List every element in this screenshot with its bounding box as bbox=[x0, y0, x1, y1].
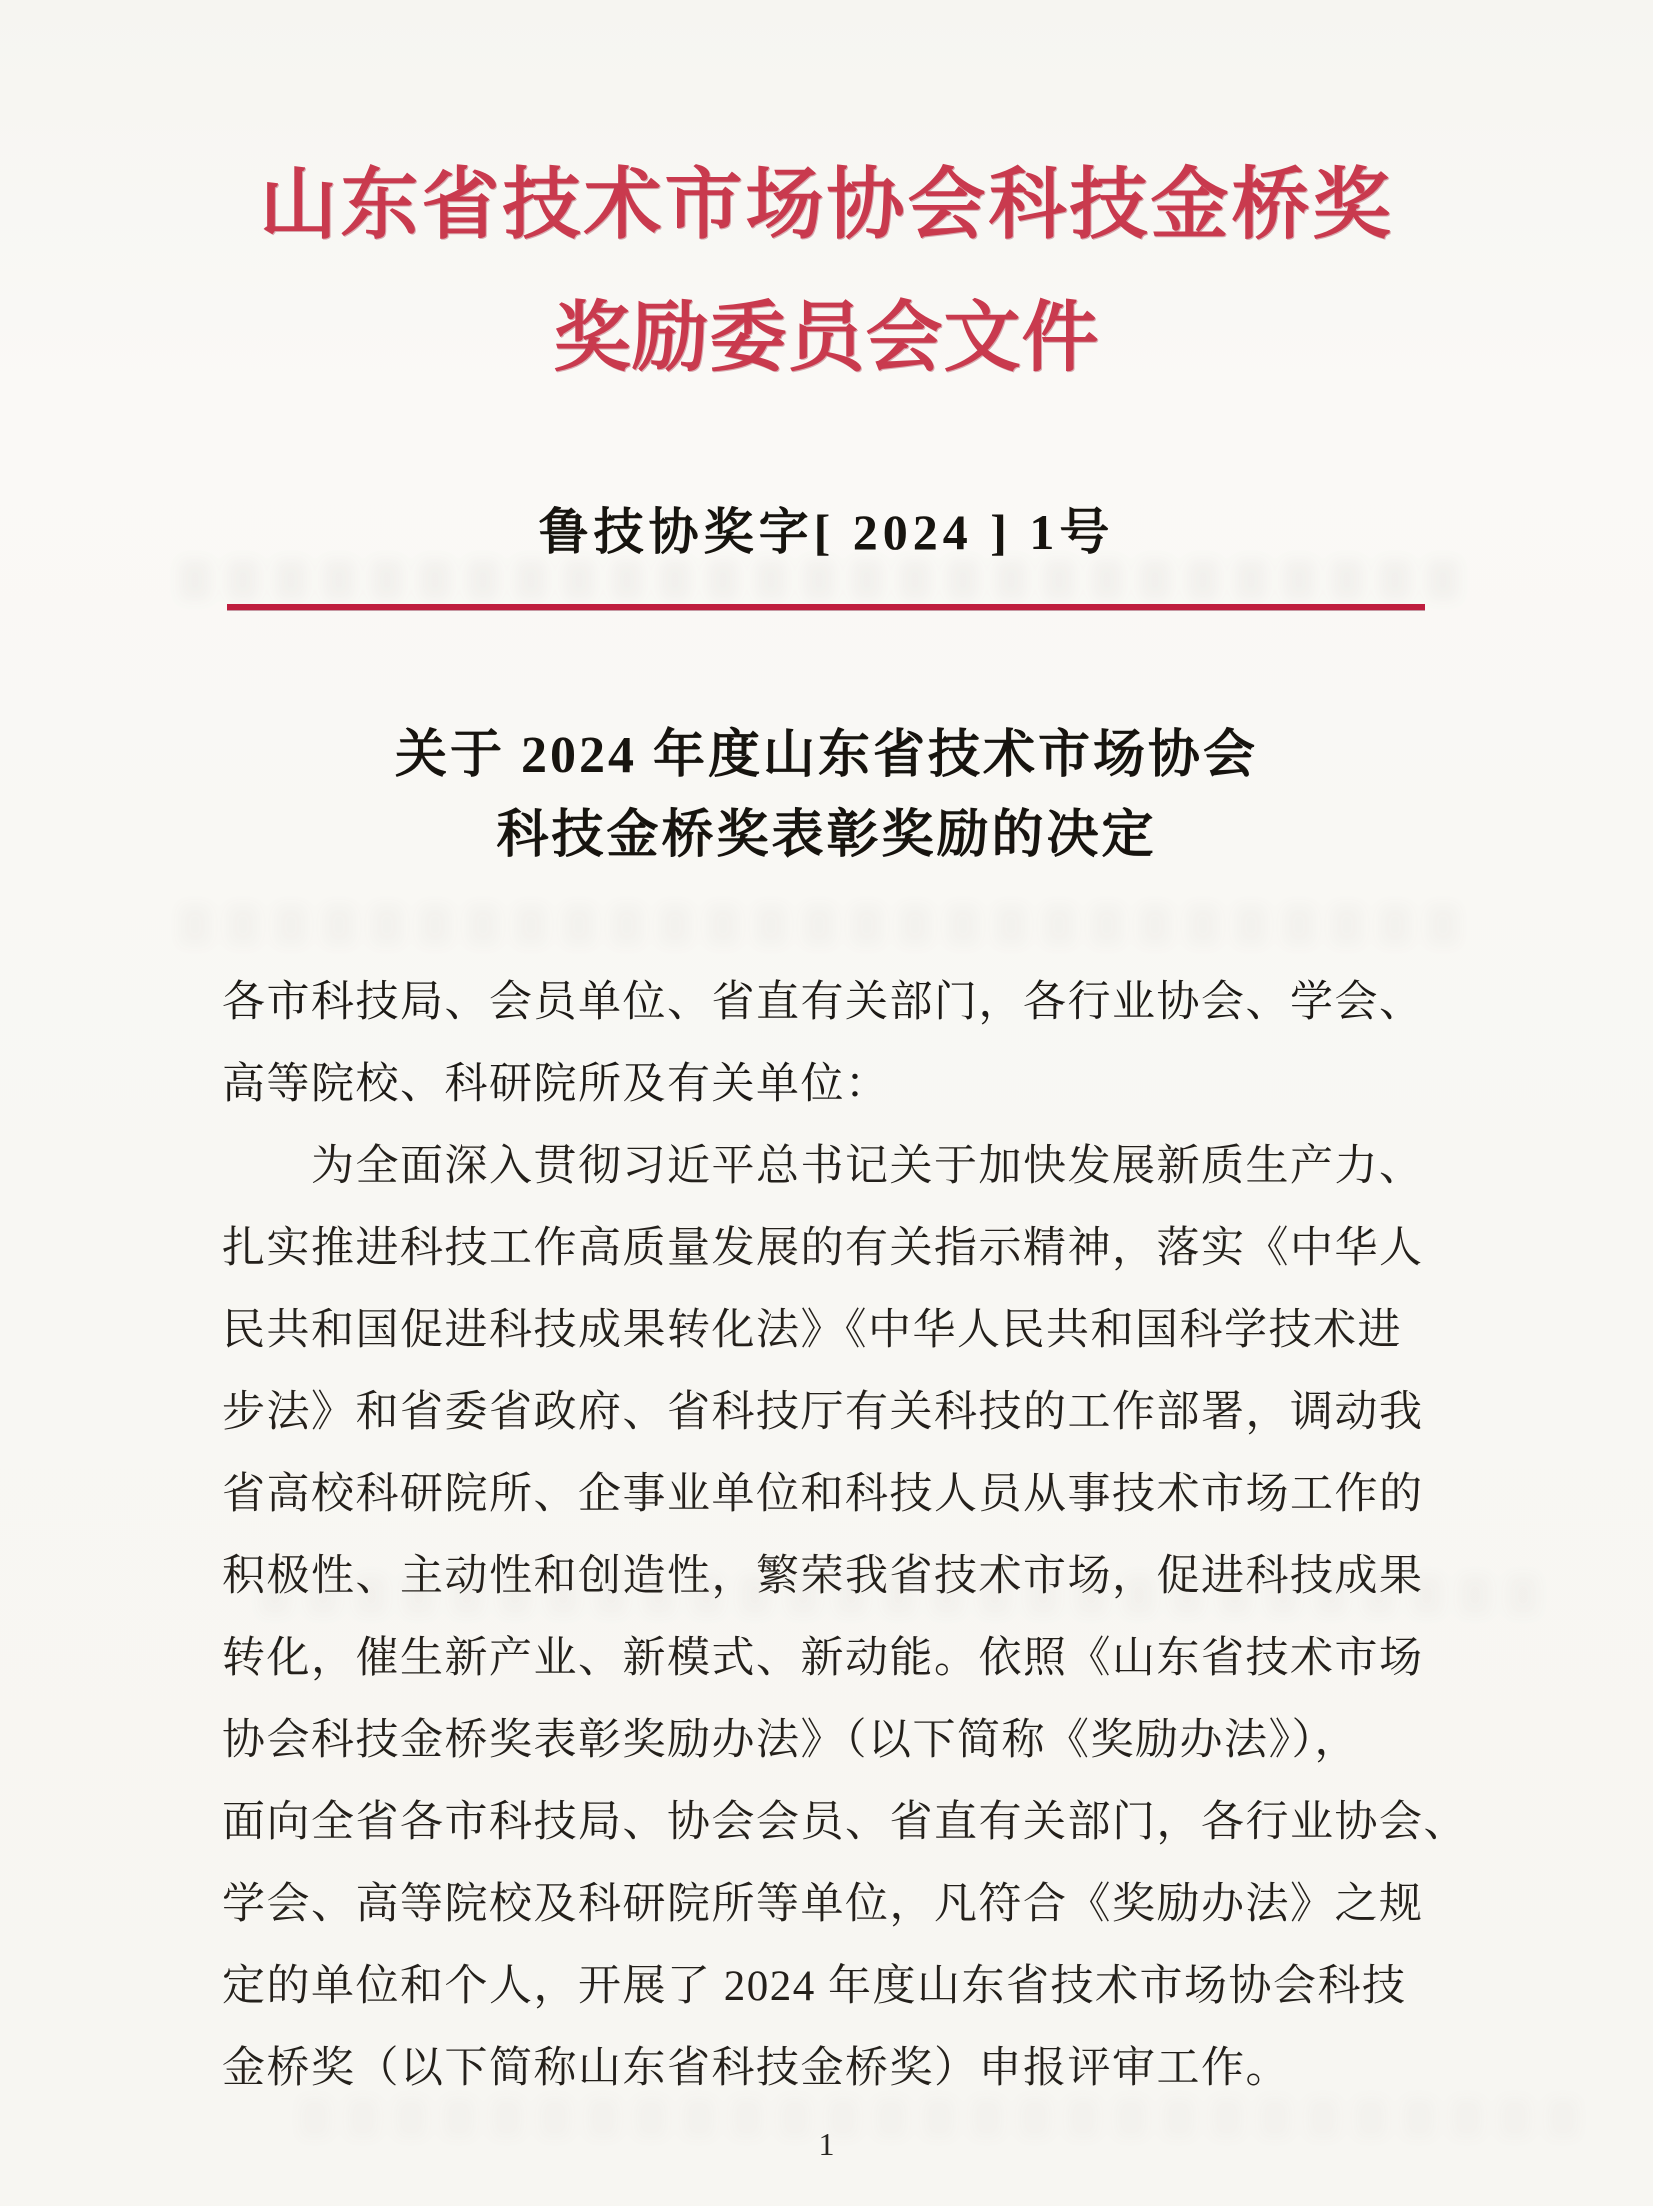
body-line: 协会科技金桥奖表彰奖励办法》（以下简称《奖励办法》）， bbox=[222, 1717, 1359, 1764]
issuing-org-title-line2: 奖励委员会文件 bbox=[553, 295, 1100, 381]
body-line: 金桥奖（以下简称山东省科技金桥奖）申报评审工作。 bbox=[222, 2045, 1290, 2092]
scan-bleedthrough-artifact bbox=[180, 905, 1470, 945]
body-line: 为全面深入贯彻习近平总书记关于加快发展新质生产力、 bbox=[222, 1143, 1424, 1190]
body-line: 转化，催生新产业、新模式、新动能。依照《山东省技术市场 bbox=[222, 1635, 1424, 1682]
document-title bbox=[0, 716, 1653, 876]
body-line: 学会、高等院校及科研院所等单位，凡符合《奖励办法》之规 bbox=[222, 1881, 1424, 1928]
salutation-line: 高等院校、科研院所及有关单位： bbox=[222, 1061, 890, 1108]
issuing-org-title-line1: 山东省技术市场协会科技金桥奖 bbox=[259, 161, 1394, 248]
salutation-line: 各市科技局、会员单位、省直有关部门，各行业协会、学会、 bbox=[222, 979, 1424, 1026]
scan-bleedthrough-artifact bbox=[180, 560, 1470, 600]
body-line: 积极性、主动性和创造性，繁荣我省技术市场，促进科技成果 bbox=[222, 1553, 1424, 1600]
body-line: 扎实推进科技工作高质量发展的有关指示精神，落实《中华人 bbox=[222, 1225, 1424, 1272]
body-paragraph bbox=[222, 1126, 1492, 2110]
document-reference-number: 鲁技协奖字[ 2024 ] 1号 bbox=[538, 504, 1115, 560]
page-number: 1 bbox=[818, 2126, 835, 2162]
body-line: 省高校科研院所、企事业单位和科技人员从事技术市场工作的 bbox=[222, 1471, 1424, 1518]
body-line: 面向全省各市科技局、协会会员、省直有关部门，各行业协会、 bbox=[222, 1799, 1468, 1846]
document-title-line2: 科技金桥奖表彰奖励的决定 bbox=[496, 807, 1157, 864]
document-title-line1: 关于 2024 年度山东省技术市场协会 bbox=[394, 727, 1258, 784]
body-line: 民共和国促进科技成果转化法》《中华人民共和国科学技术进 bbox=[222, 1307, 1402, 1354]
body-line: 步法》和省委省政府、省科技厅有关科技的工作部署，调动我 bbox=[222, 1389, 1424, 1436]
red-divider-rule bbox=[227, 604, 1425, 610]
body-line: 定的单位和个人，开展了 2024 年度山东省技术市场协会科技 bbox=[222, 1963, 1407, 2010]
salutation-paragraph bbox=[222, 962, 1482, 1126]
